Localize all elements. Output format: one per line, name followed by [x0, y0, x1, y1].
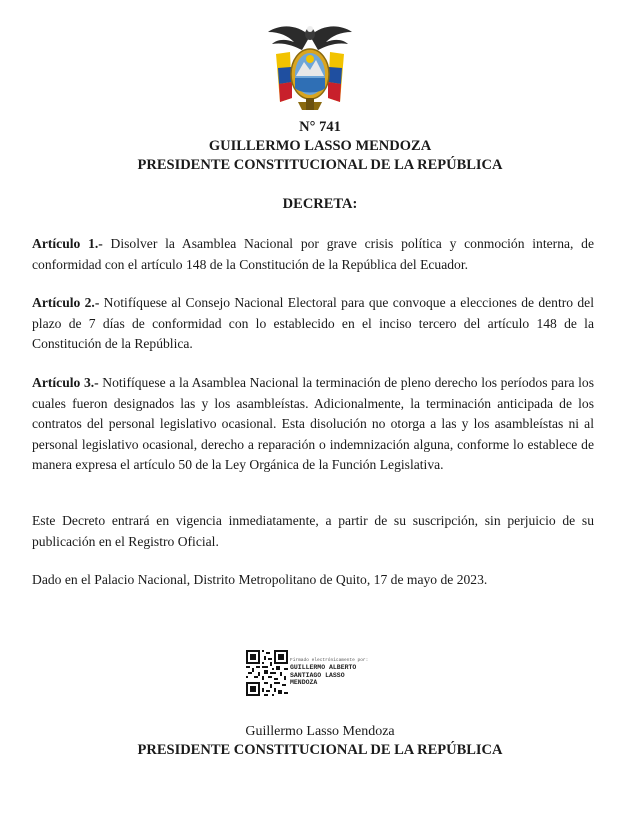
president-title: PRESIDENTE CONSTITUCIONAL DE LA REPÚBLICA [137, 157, 503, 173]
article-2-label: Artículo 2.- [32, 295, 100, 310]
vigencia-paragraph: Este Decreto entrará en vigencia inmediatamente, a partir de su suscripción, sin perjuicio de su publicación en el Registro Oficial. [32, 513, 594, 549]
signature-text [290, 658, 368, 687]
article-2-text: Notifíquese al Consejo Nacional Electoral para que convoque a elecciones de dentro del plazo de 7 días de conformidad con lo establecido en el inciso tercero del artículo 148 de la Constitución de la República. [32, 295, 594, 351]
ecuador-coat-of-arms-icon [262, 18, 358, 118]
signature-line-1: GUILLERMO ALBERTO [290, 664, 357, 671]
president-name: GUILLERMO LASSO MENDOZA [208, 138, 432, 154]
article-3 [32, 373, 594, 476]
signatory-title: PRESIDENTE CONSTITUCIONAL DE LA REPÚBLICA [137, 742, 503, 758]
article-1-label: Artículo 1.- [32, 236, 103, 251]
article-1-text: Disolver la Asamblea Nacional por grave crisis política y conmoción interna, de conformidad con el artículo 148 de la Constitución de la República del Ecuador. [32, 236, 594, 272]
article-3-label: Artículo 3.- [32, 375, 99, 390]
electronic-signature [246, 650, 396, 700]
article-1 [32, 234, 594, 275]
qr-code-icon [246, 650, 288, 696]
article-2 [32, 293, 594, 355]
decree-number: N° 741 [299, 119, 341, 135]
signature-line-3: MENDOZA [290, 679, 318, 686]
signatory-name: Guillermo Lasso Mendoza [245, 724, 395, 739]
article-3-text: Notifíquese a la Asamblea Nacional la terminación de pleno derecho los períodos para los cuales fueron designados las y los asambleístas. Adicionalmente, la terminación anticipada de los contratos del personal legislativo ocasional. Esta disolución no otorga a las y los asambleístas ni al personal legislativo ocasional, derecho a reparación o indemnización alguna, conforme lo establece de manera expresa el artículo 50 de la Ley Orgánica de la Función Legislativa. [32, 375, 594, 472]
signature-line-2: SANTIAGO LASSO [290, 671, 345, 679]
decreta-heading: DECRETA: [282, 196, 358, 212]
dado-paragraph: Dado en el Palacio Nacional, Distrito Metropolitano de Quito, 17 de mayo de 2023. [32, 572, 488, 587]
signature-caption: Firmado electrónicamente por: [290, 658, 369, 663]
